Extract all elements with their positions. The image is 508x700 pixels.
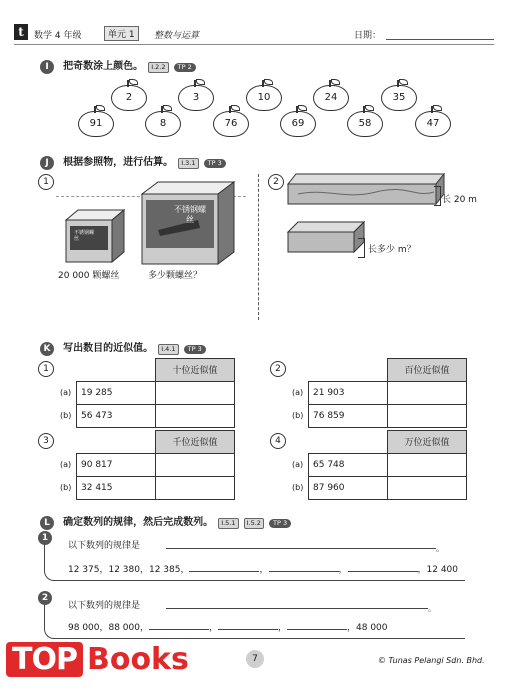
unit-title: 整数与运算: [154, 31, 200, 41]
section-i-tp: TP 2: [174, 63, 196, 72]
rule-end-dot: 。: [436, 544, 444, 553]
rounding-table: [290, 430, 467, 500]
answer-cell[interactable]: [156, 381, 235, 404]
date-line: [386, 39, 494, 40]
rounding-table: [58, 358, 235, 428]
section-k-tp: TP 3: [184, 345, 206, 354]
question-number: 2: [38, 591, 52, 605]
section-l-title: 确定数列的规律，然后完成数列。: [63, 517, 214, 528]
long-plank-illustration: [286, 170, 446, 216]
question-number: 1: [38, 361, 54, 377]
answer-cell[interactable]: [388, 381, 467, 404]
section-i-title: 把奇数涂上颜色。: [63, 61, 144, 72]
section-l-tag: I.5.1: [218, 518, 238, 529]
answer-cell[interactable]: [156, 404, 235, 427]
table-row: (a) 90 817: [58, 453, 235, 476]
table-header: 千位近似值: [156, 431, 235, 454]
table-header: 万位近似值: [388, 431, 467, 454]
question-number: 1: [38, 174, 54, 190]
rule-answer-line[interactable]: [166, 608, 428, 609]
unit-badge: 单元 1: [104, 26, 139, 41]
caption-unknown-count: 多少颗螺丝？: [148, 271, 203, 281]
section-k-tag: I.4.1: [158, 344, 178, 355]
section-j-badge: J: [40, 156, 54, 170]
short-plank-illustration: [286, 218, 366, 262]
table-row: (b) 76 859: [290, 404, 467, 427]
rule-end-dot: 。: [428, 604, 436, 613]
apple[interactable]: 24: [313, 85, 349, 111]
question-number: 3: [38, 433, 54, 449]
answer-cell[interactable]: [388, 453, 467, 476]
sequence-blank[interactable]: [269, 571, 339, 572]
question-bracket: [358, 238, 365, 258]
section-j-title: 根据参照物，进行估算。: [63, 157, 174, 168]
section-i-badge: I: [40, 60, 54, 74]
apple[interactable]: 3: [178, 85, 214, 111]
big-box-label: 不锈钢螺丝: [174, 205, 206, 224]
apple[interactable]: 91: [78, 111, 114, 137]
section-l-badge: L: [40, 516, 54, 530]
table-row: (b) 56 473: [58, 404, 235, 427]
table-row: (a) 19 285: [58, 381, 235, 404]
table-row: (a) 21 903: [290, 381, 467, 404]
length-bracket: [434, 186, 441, 206]
question-number: 4: [270, 433, 286, 449]
apple[interactable]: 69: [280, 111, 316, 137]
rounding-table: [58, 430, 235, 500]
table-row: (a) 65 748: [290, 453, 467, 476]
section-k-badge: K: [40, 342, 54, 356]
sequence-blank[interactable]: [149, 629, 209, 630]
apple[interactable]: 47: [415, 111, 451, 137]
rule-answer-line[interactable]: [166, 548, 436, 549]
section-k-title: 写出数目的近似值。: [63, 343, 154, 354]
section-k-heading: [40, 336, 206, 356]
logo: t: [14, 24, 28, 40]
sequence-blank[interactable]: [348, 571, 418, 572]
small-box-label: 不锈钢螺丝: [74, 230, 95, 242]
question-number: 2: [268, 174, 284, 190]
question-number: 2: [270, 361, 286, 377]
apple[interactable]: 2: [111, 85, 147, 111]
watermark-books: Books: [86, 642, 189, 677]
caption-known-count: 20 000 颗螺丝: [58, 271, 120, 281]
apple[interactable]: 35: [381, 85, 417, 111]
section-i-heading: [40, 54, 196, 74]
length-question: 长多少 m？: [368, 245, 416, 255]
rule-label: 以下数列的规律是: [68, 541, 141, 551]
answer-cell[interactable]: [156, 453, 235, 476]
header: [14, 24, 494, 45]
apple[interactable]: 8: [145, 111, 181, 137]
section-j-tag: I.3.1: [178, 158, 198, 169]
table-row: (b) 32 415: [58, 476, 235, 499]
date-label: 日期：: [354, 31, 382, 41]
rule-label: 以下数列的规律是: [68, 601, 141, 611]
page-number: 7: [246, 650, 264, 668]
divider: [258, 174, 259, 320]
sequence-blank[interactable]: [218, 629, 278, 630]
subject-label: 数学 4 年级: [34, 31, 82, 41]
answer-cell[interactable]: [388, 404, 467, 427]
sequence-blank[interactable]: [287, 629, 347, 630]
table-header: 十位近似值: [156, 359, 235, 382]
watermark-logo: [6, 642, 189, 677]
apple[interactable]: 76: [213, 111, 249, 137]
apple[interactable]: 58: [347, 111, 383, 137]
number-sequence: 98 000，88 000， ， ， ，48 000: [68, 623, 388, 633]
question-number: 1: [38, 531, 52, 545]
number-sequence: 12 375，12 380，12 385， ， ， ，12 400: [68, 565, 459, 575]
section-l-tp: TP 3: [269, 519, 291, 528]
answer-cell[interactable]: [388, 476, 467, 499]
watermark-top: TOP: [6, 642, 83, 677]
publisher-credit: © Tunas Pelangi Sdn. Bhd.: [378, 656, 485, 665]
section-j-tp: TP 3: [204, 159, 226, 168]
rounding-table: [290, 358, 467, 428]
sequence-blank[interactable]: [189, 571, 259, 572]
table-row: (b) 87 960: [290, 476, 467, 499]
table-header: 百位近似值: [388, 359, 467, 382]
answer-cell[interactable]: [156, 476, 235, 499]
section-l-tag: I.5.2: [244, 518, 264, 529]
section-j-heading: [40, 150, 226, 170]
section-i-tag: I.2.2: [148, 62, 168, 73]
section-l-heading: [40, 510, 291, 530]
length-label: 长 20 m: [442, 195, 477, 205]
apple[interactable]: 10: [246, 85, 282, 111]
